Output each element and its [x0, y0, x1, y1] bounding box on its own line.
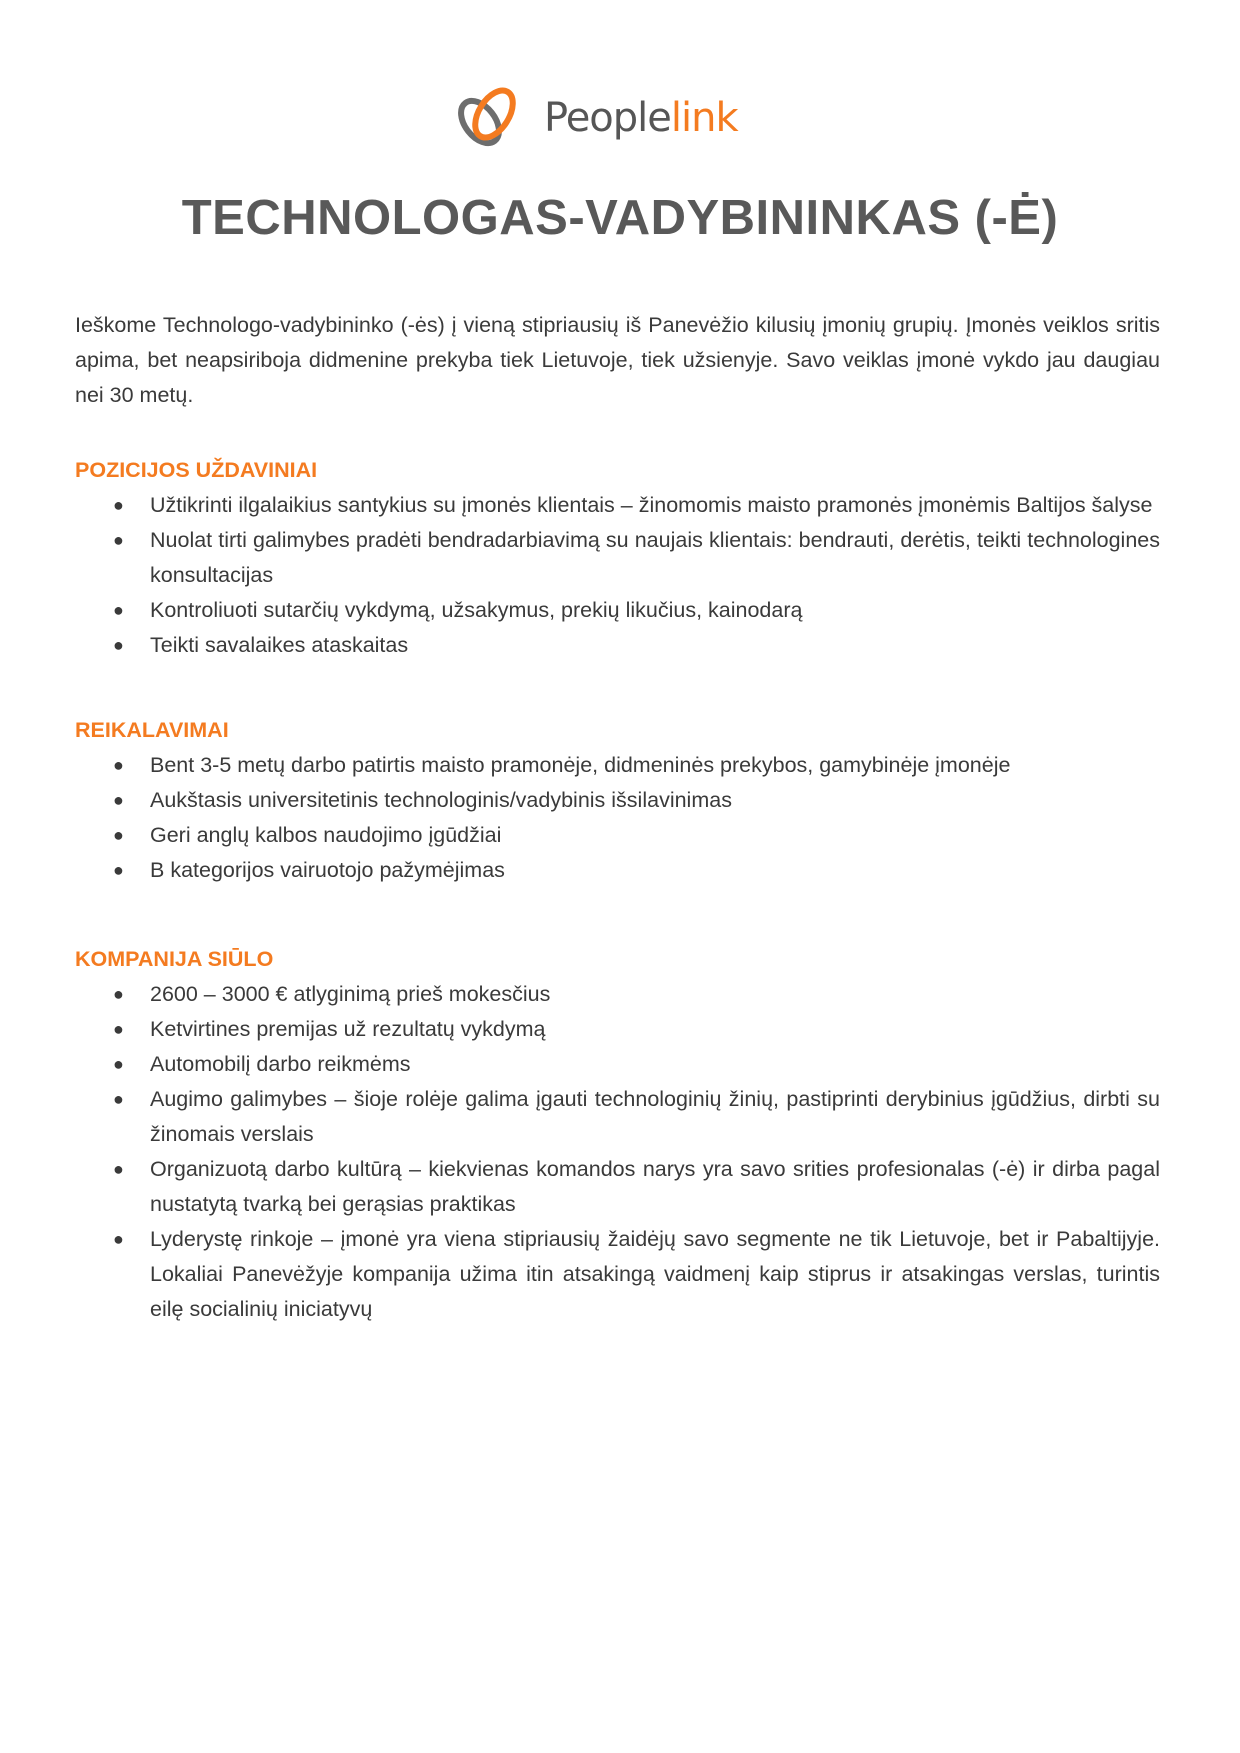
- bullet-icon: ●: [113, 825, 124, 845]
- list-item-text: Ketvirtines premijas už rezultatų vykdymą: [150, 1017, 546, 1041]
- bullet-icon: ●: [113, 984, 124, 1004]
- list-item: [75, 783, 1160, 818]
- list-item-text: Aukštasis universitetinis technologinis/vadybinis išsilavinimas: [150, 788, 732, 812]
- peoplelink-logo: [450, 76, 738, 160]
- bullet-icon: ●: [113, 790, 124, 810]
- list-item: [75, 1047, 1160, 1082]
- list-item: [75, 748, 1160, 783]
- peoplelink-logo-icon: [450, 76, 526, 160]
- list-item: [75, 523, 1160, 593]
- list-item: [75, 628, 1160, 663]
- section-title-tasks: POZICIJOS UŽDAVINIAI: [75, 458, 318, 482]
- list-item: [75, 853, 1160, 888]
- bullet-icon: ●: [113, 1019, 124, 1039]
- list-item: [75, 488, 1160, 523]
- bullet-icon: ●: [113, 635, 124, 655]
- list-item: [75, 593, 1160, 628]
- bullet-icon: ●: [113, 1229, 124, 1249]
- section-title-offer: KOMPANIJA SIŪLO: [75, 947, 274, 971]
- bullet-icon: ●: [113, 600, 124, 620]
- brand-name: [544, 95, 738, 141]
- list-item-text: Kontroliuoti sutarčių vykdymą, užsakymus, prekių likučius, kainodarą: [150, 598, 803, 622]
- list-item-text: Užtikrinti ilgalaikius santykius su įmonės klientais – žinomomis maisto pramonės įmonėmis Baltijos šalyse: [150, 493, 1153, 517]
- bullet-icon: ●: [113, 495, 124, 515]
- list-item-text: Augimo galimybes – šioje rolėje galima įgauti technologinių žinių, pastiprinti derybinius įgūdžius, dirbti su žinomais verslais: [150, 1087, 1160, 1146]
- list-item: [75, 1012, 1160, 1047]
- bullet-icon: ●: [113, 1159, 124, 1179]
- bullet-icon: ●: [113, 1054, 124, 1074]
- list-item: [75, 818, 1160, 853]
- list-item: [75, 1222, 1160, 1327]
- section-title-requirements: REIKALAVIMAI: [75, 718, 229, 742]
- list-item: [75, 1082, 1160, 1152]
- offer-list: [75, 977, 1160, 1327]
- list-item-text: B kategorijos vairuotojo pažymėjimas: [150, 858, 505, 882]
- list-item-text: Geri anglų kalbos naudojimo įgūdžiai: [150, 823, 502, 847]
- list-item: [75, 977, 1160, 1012]
- list-item-text: 2600 – 3000 € atlyginimą prieš mokesčius: [150, 982, 551, 1006]
- list-item-text: Organizuotą darbo kultūrą – kiekvienas komandos narys yra savo srities profesionalas (-ė) ir dirba pagal nustatytą tvarką bei gerąsias praktikas: [150, 1157, 1160, 1216]
- list-item-text: Teikti savalaikes ataskaitas: [150, 633, 409, 657]
- tasks-list: [75, 488, 1160, 663]
- list-item-text: Bent 3-5 metų darbo patirtis maisto pramonėje, didmeninės prekybos, gamybinėje įmonėje: [150, 753, 1011, 777]
- bullet-icon: ●: [113, 860, 124, 880]
- list-item-text: Lyderystę rinkoje – įmonė yra viena stipriausių žaidėjų savo segmente ne tik Lietuvoje, bet ir Pabaltijyje. Lokaliai Panevėžyje kompanija užima itin atsakingą vaidmenį kaip stiprus ir atsakingas verslas, turintis eilę socialinių iniciatyvų: [150, 1227, 1160, 1321]
- list-item-text: Nuolat tirti galimybes pradėti bendradarbiavimą su naujais klientais: bendrauti, derėtis, teikti technologines konsultacijas: [150, 528, 1160, 587]
- bullet-icon: ●: [113, 755, 124, 775]
- list-item-text: Automobilį darbo reikmėms: [150, 1052, 411, 1076]
- brand-name-link: link: [670, 95, 738, 141]
- job-description: [75, 308, 1160, 1327]
- brand-name-people: People: [544, 95, 671, 141]
- bullet-icon: ●: [113, 1089, 124, 1109]
- page-title: TECHNOLOGAS-VADYBININKAS (-Ė): [181, 191, 1059, 245]
- intro-paragraph: Ieškome Technologo-vadybininko (-ės) į vieną stipriausių iš Panevėžio kilusių įmonių grupių. Įmonės veiklos sritis apima, bet neapsiriboja didmenine prekyba tiek Lietuvoje, tiek užsienyje. Savo veiklas įmonė vykdo jau daugiau nei 30 metų.: [75, 313, 1160, 407]
- list-item: [75, 1152, 1160, 1222]
- bullet-icon: ●: [113, 530, 124, 550]
- requirements-list: [75, 748, 1160, 888]
